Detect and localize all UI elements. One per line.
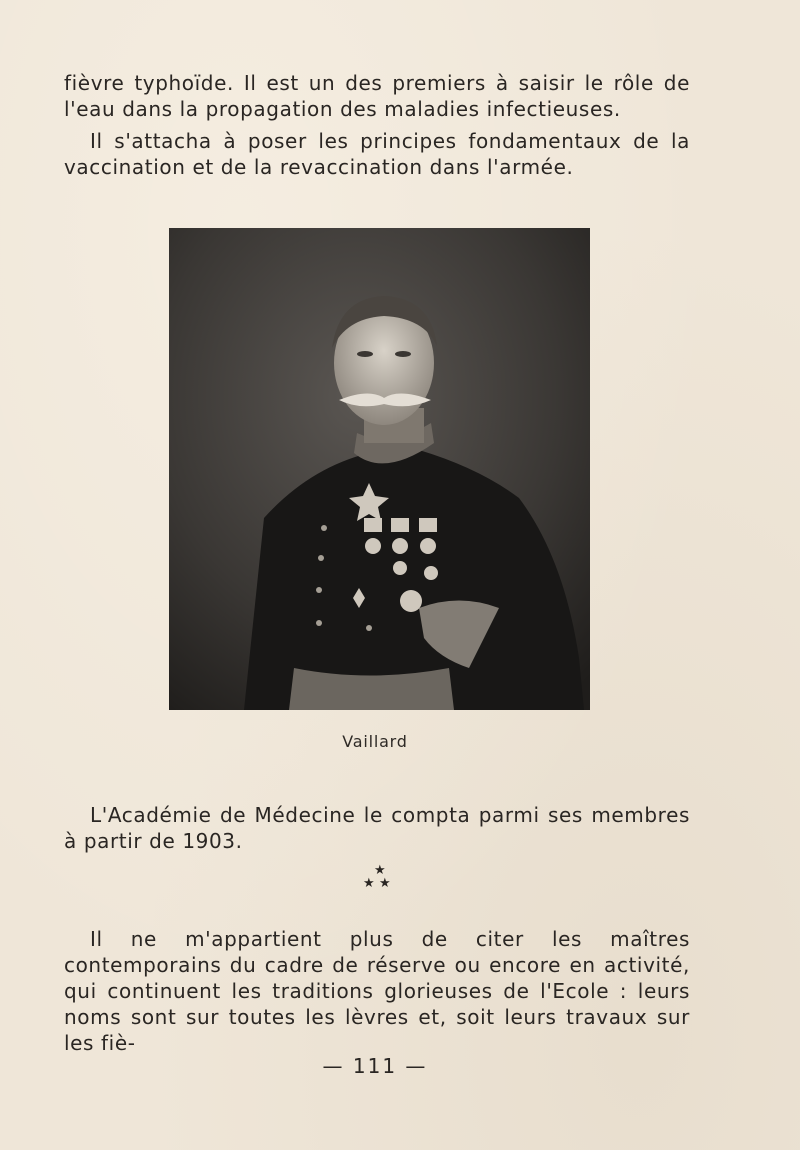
star-icon: ★ (379, 876, 391, 891)
paragraph-vaccination: Il s'attacha à poser les principes fondamentaux de la vaccination et de la revaccination dans l'armée. (64, 129, 690, 179)
star-icon: ★ (363, 876, 375, 891)
page-number: — 111 — (322, 1054, 428, 1078)
star-icon: ★ (374, 863, 386, 878)
paragraph-maitres: Il ne m'appartient plus de citer les maîtres contemporains du cadre de réserve ou encore en activité, qui continuent les traditions glorieuses de l'Ecole : leurs noms sont sur toutes les lèvres et, soit leurs travaux sur les fiè- (64, 927, 690, 1055)
asterism-ornament (360, 864, 400, 892)
portrait-image (169, 228, 590, 710)
portrait-photo (169, 228, 590, 710)
paragraph-typhoid-water: fièvre typhoïde. Il est un des premiers à saisir le rôle de l'eau dans la propagation des maladies infectieuses. (64, 71, 690, 121)
paragraph-academie: L'Académie de Médecine le compta parmi ses membres à partir de 1903. (64, 803, 690, 853)
photo-caption: Vaillard (342, 732, 408, 751)
